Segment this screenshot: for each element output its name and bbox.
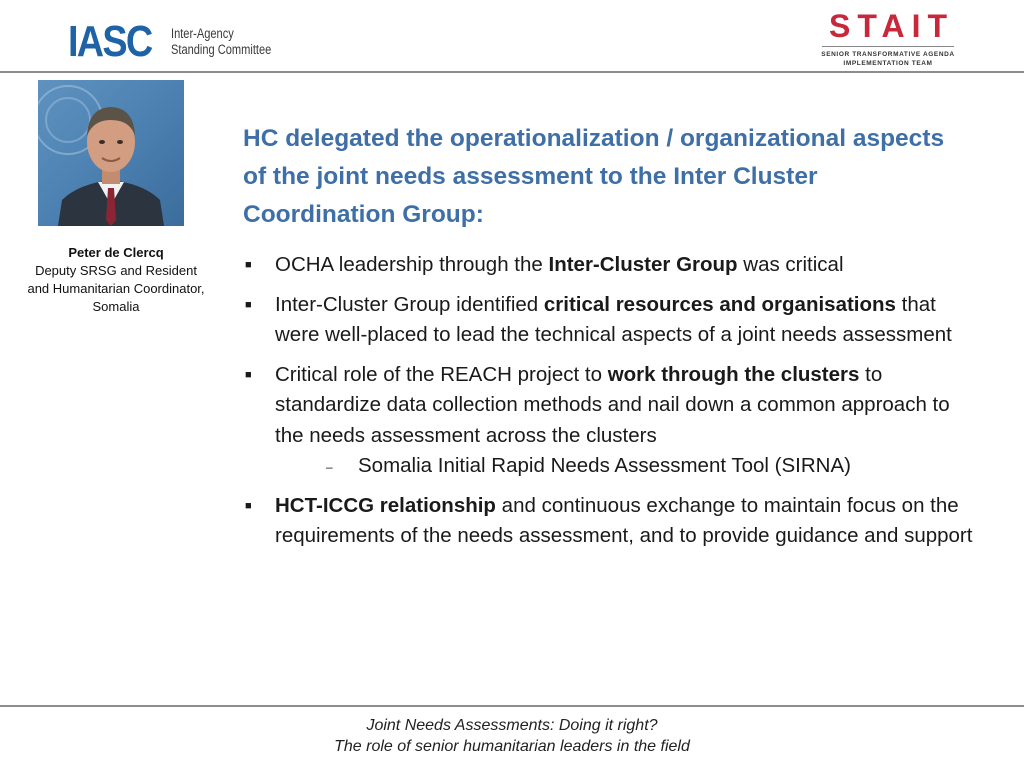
person-role-line1: Deputy SRSG and Resident (35, 263, 197, 278)
bullet-item (243, 360, 983, 482)
portrait-photo (38, 80, 184, 226)
portrait-icon (38, 80, 184, 226)
slide-title: HC delegated the operationalization / organizational aspects of the joint needs assessment to the Inter Cluster Coordination Group: (243, 125, 945, 228)
person-caption (0, 244, 232, 316)
slide-header (0, 0, 1024, 72)
person-name: Peter de Clercq (68, 245, 164, 260)
stait-logo-mark: STAIT (828, 8, 955, 44)
iasc-logo-subtitle (171, 26, 271, 58)
bullet-text: was critical (737, 253, 844, 276)
iasc-logo-line1: Inter-Agency (171, 26, 234, 41)
sub-bullet-item (275, 451, 983, 482)
bullet-item (243, 491, 983, 552)
bullet-text: Critical role of the REACH project to (275, 362, 608, 386)
person-role-line2: and Humanitarian Coordinator, (27, 281, 205, 296)
header-divider (0, 71, 1024, 73)
bullet-bold-text: work through the clusters (607, 362, 860, 386)
stait-logo (818, 10, 958, 70)
bullet-text: and continuous exchange to maintain focus on the requirements of the needs assessment, and to provide guidance and support (275, 493, 973, 547)
bullet-text: Inter-Cluster Group identified (275, 292, 544, 316)
square-bullet-icon: ■ (245, 298, 252, 311)
bullet-bold-text: Inter-Cluster Group (548, 253, 738, 276)
iasc-logo-line2: Standing Committee (171, 42, 272, 57)
stait-logo-line1: SENIOR TRANSFORMATIVE AGENDA (821, 51, 955, 58)
square-bullet-icon: ■ (245, 499, 252, 512)
bullet-bold-text: HCT-ICCG relationship (275, 493, 496, 517)
bullet-item (243, 250, 983, 281)
stait-logo-line2: IMPLEMENTATION TEAM (843, 60, 933, 67)
slide-footer (0, 715, 1024, 757)
stait-logo-rule (822, 46, 954, 47)
iasc-logo (68, 17, 272, 68)
bullet-bold-text: critical resources and organisations (543, 292, 896, 316)
bullet-text: that were well-placed to lead the technical aspects of a joint needs assessment (275, 292, 952, 346)
dash-bullet-icon: – (326, 460, 333, 474)
footer-divider (0, 705, 1024, 707)
square-bullet-icon: ■ (245, 368, 252, 381)
bullet-text: to standardize data collection methods and nail down a common approach to the needs assessment across the clusters (275, 362, 950, 447)
iasc-logo-mark: IASC (68, 17, 152, 66)
footer-line1: Joint Needs Assessments: Doing it right? (366, 717, 658, 734)
bullet-text: OCHA leadership through the (275, 253, 549, 276)
person-role-line3: Somalia (92, 299, 140, 314)
bullet-item (243, 290, 983, 351)
footer-line2: The role of senior humanitarian leaders in the field (334, 738, 690, 755)
sub-bullet-text: Somalia Initial Rapid Needs Assessment Tool (SIRNA) (358, 454, 851, 477)
bullet-list (243, 250, 983, 561)
square-bullet-icon: ■ (245, 259, 252, 271)
